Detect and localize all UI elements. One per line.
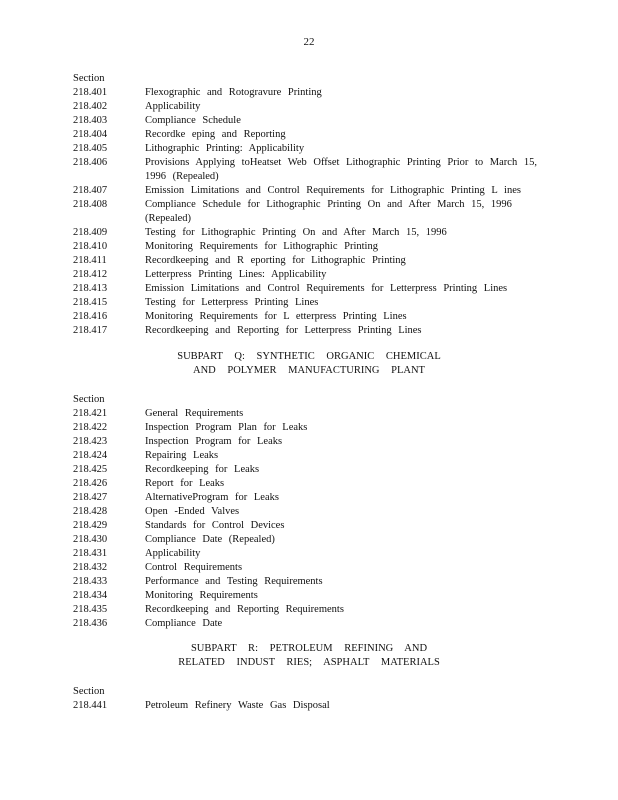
toc-entry — [73, 254, 543, 268]
section-title: Report for Leaks — [145, 478, 225, 489]
toc-entry — [73, 142, 543, 156]
section-title: Recordkeeping and Reporting Requirements — [145, 604, 344, 615]
section-title: Recordkeeping for Leaks — [145, 464, 260, 475]
subpart-q-line-2: AND POLYMER MANUFACTURING PLANT — [193, 365, 425, 376]
section-title: Monitoring Requirements — [145, 590, 258, 601]
toc-entry — [73, 477, 543, 491]
section-number: 218.411 — [73, 255, 107, 266]
toc-entry — [73, 561, 543, 575]
section-number: 218.423 — [73, 436, 108, 447]
section-title: Repairing Leaks — [145, 450, 219, 461]
toc-entry — [73, 575, 543, 589]
toc-entry — [73, 86, 543, 100]
section-number: 218.435 — [73, 604, 108, 615]
section-number: 218.436 — [73, 618, 108, 629]
section-title: Standards for Control Devices — [145, 520, 285, 531]
section-number: 218.433 — [73, 576, 108, 587]
toc-entry — [73, 198, 543, 226]
section-number: 218.417 — [73, 325, 108, 336]
section-number: 218.408 — [73, 199, 108, 210]
toc-entry — [73, 226, 543, 240]
section-title: Inspection Program for Leaks — [145, 436, 283, 447]
section-number: 218.428 — [73, 506, 108, 517]
toc-entry — [73, 282, 543, 296]
toc-entry — [73, 603, 543, 617]
section-title: Monitoring Requirements for L etterpress Printing Lines — [145, 311, 407, 322]
section-list-1 — [73, 72, 543, 338]
section-number: 218.415 — [73, 297, 108, 308]
section-number: 218.422 — [73, 422, 108, 433]
section-title: Compliance Schedule — [145, 115, 241, 126]
toc-entry — [73, 519, 543, 533]
toc-entry — [73, 407, 543, 421]
section-number: 218.409 — [73, 227, 108, 238]
section-label: Section — [73, 686, 105, 697]
section-title: Recordke eping and Reporting — [145, 129, 286, 140]
section-title: Compliance Date — [145, 618, 223, 629]
page-number: 22 — [303, 36, 315, 48]
section-title: General Requirements — [145, 408, 244, 419]
subpart-q-line-1: SUBPART Q: SYNTHETIC ORGANIC CHEMICAL — [177, 351, 441, 362]
section-title: Open -Ended Valves — [145, 506, 240, 517]
section-number: 218.410 — [73, 241, 108, 252]
section-title: Flexographic and Rotogravure Printing — [145, 87, 322, 98]
section-number: 218.406 — [73, 157, 108, 168]
section-number: 218.425 — [73, 464, 108, 475]
toc-entry — [73, 100, 543, 114]
section-number: 218.405 — [73, 143, 108, 154]
section-number: 218.404 — [73, 129, 108, 140]
section-number: 218.430 — [73, 534, 108, 545]
section-number: 218.431 — [73, 548, 108, 559]
section-title: Lithographic Printing: Applicability — [145, 143, 305, 154]
section-number: 218.413 — [73, 283, 108, 294]
toc-entry — [73, 463, 543, 477]
section-number: 218.434 — [73, 590, 108, 601]
subpart-r-heading — [0, 642, 618, 670]
section-number: 218.421 — [73, 408, 108, 419]
toc-entry — [73, 114, 543, 128]
section-title: Compliance Schedule for Lithographic Printing On and After March 15, 1996 (Repealed) — [145, 199, 512, 224]
toc-entry — [73, 421, 543, 435]
section-label: Section — [73, 73, 105, 84]
toc-entry — [73, 547, 543, 561]
toc-entry — [73, 128, 543, 142]
section-number: 218.412 — [73, 269, 108, 280]
section-title: Control Requirements — [145, 562, 243, 573]
section-list-3 — [73, 685, 543, 713]
toc-entry — [73, 268, 543, 282]
toc-entry — [73, 491, 543, 505]
section-number: 218.402 — [73, 101, 108, 112]
toc-entry — [73, 156, 543, 184]
toc-entry — [73, 240, 543, 254]
toc-entry — [73, 533, 543, 547]
section-title: Inspection Program Plan for Leaks — [145, 422, 308, 433]
section-title: Monitoring Requirements for Lithographic Printing — [145, 241, 378, 252]
section-number: 218.427 — [73, 492, 108, 503]
toc-entry — [73, 296, 543, 310]
section-title: Petroleum Refinery Waste Gas Disposal — [145, 700, 330, 711]
toc-entry — [73, 184, 543, 198]
toc-entry — [73, 617, 543, 631]
section-number: 218.407 — [73, 185, 108, 196]
section-title: Testing for Letterpress Printing Lines — [145, 297, 319, 308]
section-title: Compliance Date (Repealed) — [145, 534, 275, 545]
section-number: 218.416 — [73, 311, 108, 322]
section-number: 218.429 — [73, 520, 108, 531]
toc-entry — [73, 699, 543, 713]
section-title: Provisions Applying toHeatset Web Offset Lithographic Printing Prior to March 15, 1996 (Repealed) — [145, 157, 537, 182]
section-number: 218.441 — [73, 700, 108, 711]
section-list-2 — [73, 393, 543, 631]
toc-entry — [73, 589, 543, 603]
subpart-q-heading — [0, 350, 618, 378]
toc-entry — [73, 505, 543, 519]
section-number: 218.424 — [73, 450, 108, 461]
toc-entry — [73, 324, 543, 338]
section-title: Testing for Lithographic Printing On and After March 15, 1996 — [145, 227, 447, 238]
section-title: Applicability — [145, 101, 201, 112]
section-title: Performance and Testing Requirements — [145, 576, 323, 587]
toc-entry — [73, 435, 543, 449]
section-title: AlternativeProgram for Leaks — [145, 492, 279, 503]
section-number: 218.403 — [73, 115, 108, 126]
section-title: Recordkeeping and Reporting for Letterpress Printing Lines — [145, 325, 422, 336]
subpart-r-line-1: SUBPART R: PETROLEUM REFINING AND — [190, 643, 428, 654]
section-label: Section — [73, 394, 105, 405]
section-title: Recordkeeping and R eporting for Lithographic Printing — [145, 255, 406, 266]
section-number: 218.432 — [73, 562, 108, 573]
section-number: 218.426 — [73, 478, 108, 489]
section-number: 218.401 — [73, 87, 108, 98]
toc-entry — [73, 310, 543, 324]
section-title: Emission Limitations and Control Requirements for Letterpress Printing Lines — [145, 283, 508, 294]
section-title: Letterpress Printing Lines: Applicability — [145, 269, 327, 280]
section-title: Applicability — [145, 548, 201, 559]
section-title: Emission Limitations and Control Requirements for Lithographic Printing L ines — [145, 185, 521, 196]
toc-entry — [73, 449, 543, 463]
subpart-r-line-2: RELATED INDUST RIES; ASPHALT MATERIALS — [178, 657, 440, 668]
